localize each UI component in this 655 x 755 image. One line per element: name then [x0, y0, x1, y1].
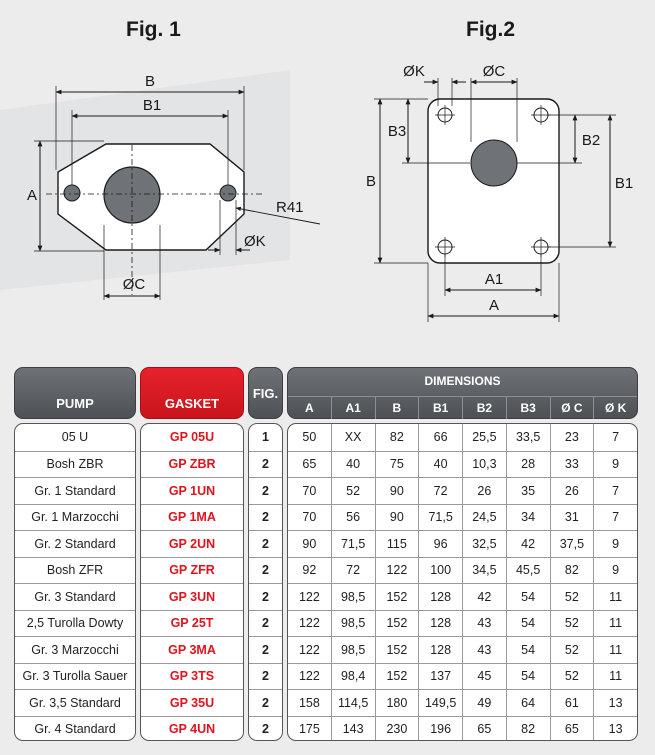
- dim-cell: 26: [550, 478, 594, 504]
- pump-cell: 05 U: [61, 430, 89, 445]
- gasket-cell: GP 2UN: [168, 536, 216, 551]
- dim-cell: 50: [302, 430, 317, 445]
- fig-cell: 2: [262, 510, 269, 525]
- fig1-bolt-hole-left: [64, 185, 80, 201]
- table-row: [288, 477, 637, 504]
- fig2-label-B3: B3: [387, 123, 407, 140]
- table-row: [288, 663, 637, 690]
- dim-cell: 40: [418, 452, 462, 478]
- dim-cell: 175: [298, 722, 320, 737]
- fig-cell: 2: [262, 483, 269, 498]
- dim-cell: 43: [462, 611, 506, 637]
- pump-cell: Gr. 3,5 Standard: [29, 695, 121, 710]
- fig2-title: Fig.2: [466, 18, 516, 41]
- fig2-label-C: ØC: [482, 63, 506, 80]
- dim-cell: 196: [418, 717, 462, 742]
- gasket-cell: GP ZFR: [169, 563, 215, 578]
- column-dimensions: [287, 423, 638, 741]
- table-row: [249, 610, 282, 637]
- dim-cell: 143: [331, 717, 375, 742]
- gasket-cell: GP 4UN: [168, 722, 216, 737]
- gasket-cell: GP 25T: [170, 616, 214, 631]
- table-row: [15, 716, 135, 742]
- pump-cell: Gr. 3 Turolla Sauer: [22, 669, 128, 684]
- table-row: [15, 689, 135, 716]
- fig2-label-B2: B2: [581, 132, 601, 149]
- header-dim-col: Ø C: [550, 397, 594, 419]
- fig1-label-K: ØK: [244, 233, 266, 250]
- fig2-label-B: B: [365, 173, 377, 190]
- table-row: [15, 451, 135, 478]
- table-row: [141, 477, 243, 504]
- dim-cell: 24,5: [462, 505, 506, 531]
- dim-cell: 158: [298, 695, 320, 710]
- dim-cell: 152: [375, 637, 419, 663]
- table-row: [141, 504, 243, 531]
- fig-cell: 2: [262, 722, 269, 737]
- table-row: [288, 689, 637, 716]
- dim-cell: 128: [418, 637, 462, 663]
- fig2-drawing: [366, 63, 633, 322]
- table-row: [249, 477, 282, 504]
- gasket-cell: GP 1UN: [168, 483, 216, 498]
- dim-cell: 45: [462, 664, 506, 690]
- dim-cell: 34,5: [462, 558, 506, 584]
- dim-cell: 98,5: [331, 611, 375, 637]
- dim-cell: 56: [331, 505, 375, 531]
- table-row: [288, 424, 637, 451]
- dim-cell: 152: [375, 584, 419, 610]
- dim-cell: 65: [462, 717, 506, 742]
- table-row: [288, 530, 637, 557]
- header-dim-col: A1: [331, 397, 375, 419]
- table-row: [288, 451, 637, 478]
- dim-cell: 54: [506, 611, 550, 637]
- dim-cell: 70: [302, 483, 317, 498]
- dim-cell: 65: [302, 457, 317, 472]
- dim-cell: 52: [331, 478, 375, 504]
- dim-cell: 52: [550, 611, 594, 637]
- dim-cell: 122: [298, 589, 320, 604]
- dim-cell: 66: [418, 424, 462, 451]
- table-row: [288, 610, 637, 637]
- dim-cell: 42: [462, 584, 506, 610]
- dim-cell: 71,5: [418, 505, 462, 531]
- dim-cell: 25,5: [462, 424, 506, 451]
- dim-cell: 115: [375, 531, 419, 557]
- dim-cell: 65: [550, 717, 594, 742]
- dim-cell: 32,5: [462, 531, 506, 557]
- gasket-cell: GP 3UN: [168, 589, 216, 604]
- column-pump: [14, 423, 136, 741]
- pump-cell: Gr. 3 Marzocchi: [31, 642, 119, 657]
- table-row: [141, 557, 243, 584]
- dim-cell: 11: [593, 664, 637, 690]
- table-row: [249, 504, 282, 531]
- dim-cell: 7: [593, 478, 637, 504]
- dim-cell: 31: [550, 505, 594, 531]
- fig1-label-B: B: [144, 73, 156, 90]
- dim-cell: 11: [593, 637, 637, 663]
- table-row: [141, 636, 243, 663]
- dim-cell: 28: [506, 452, 550, 478]
- table-row: [288, 716, 637, 742]
- gasket-cell: GP 3MA: [168, 642, 216, 657]
- header-dim-col: B3: [506, 397, 550, 419]
- dim-cell: 114,5: [331, 690, 375, 716]
- drawings-svg: [0, 0, 655, 345]
- table-row: [249, 557, 282, 584]
- dim-cell: 26: [462, 478, 506, 504]
- dim-cell: 13: [593, 717, 637, 742]
- dim-cell: 72: [331, 558, 375, 584]
- fig-cell: 2: [262, 642, 269, 657]
- table-row: [15, 610, 135, 637]
- table-row: [15, 424, 135, 451]
- dim-cell: 122: [298, 616, 320, 631]
- header-dim-col: B: [375, 397, 419, 419]
- dim-cell: 9: [593, 452, 637, 478]
- header-dimensions-title: DIMENSIONS: [424, 374, 501, 388]
- fig2-label-A: A: [488, 297, 500, 314]
- table-row: [249, 424, 282, 451]
- dim-cell: 52: [550, 637, 594, 663]
- dim-cell: 180: [375, 690, 419, 716]
- dim-cell: 122: [375, 558, 419, 584]
- dim-cell: 43: [462, 637, 506, 663]
- fig-cell: 2: [262, 695, 269, 710]
- table-row: [288, 636, 637, 663]
- dim-cell: 230: [375, 717, 419, 742]
- dim-cell: 71,5: [331, 531, 375, 557]
- dim-cell: 90: [302, 536, 317, 551]
- fig-cell: 2: [262, 589, 269, 604]
- dim-cell: 54: [506, 584, 550, 610]
- dim-cell: 61: [550, 690, 594, 716]
- dim-cell: 35: [506, 478, 550, 504]
- header-dim-col: B2: [462, 397, 506, 419]
- table-row: [141, 663, 243, 690]
- figures-area: [0, 0, 655, 345]
- dim-cell: XX: [331, 424, 375, 451]
- fig1-label-R: R41: [276, 199, 304, 216]
- dim-cell: 13: [593, 690, 637, 716]
- dim-cell: 52: [550, 584, 594, 610]
- table-row: [15, 557, 135, 584]
- header-dimensions: [287, 367, 638, 419]
- gasket-cell: GP 35U: [169, 695, 215, 710]
- table-row: [141, 610, 243, 637]
- gasket-cell: GP 1MA: [168, 510, 216, 525]
- gasket-cell: GP 3TS: [169, 669, 215, 684]
- table-row: [15, 530, 135, 557]
- dim-cell: 23: [550, 424, 594, 451]
- pump-cell: Bosh ZBR: [46, 457, 104, 472]
- fig-cell: 2: [262, 616, 269, 631]
- dim-cell: 128: [418, 584, 462, 610]
- dim-cell: 72: [418, 478, 462, 504]
- gasket-cell: GP 05U: [169, 430, 215, 445]
- table-row: [15, 477, 135, 504]
- dim-cell: 33,5: [506, 424, 550, 451]
- header-fig: FIG.: [248, 367, 283, 419]
- header-dim-columns: [288, 396, 637, 419]
- dim-cell: 122: [298, 642, 320, 657]
- table-row: [249, 716, 282, 742]
- dim-cell: 10,3: [462, 452, 506, 478]
- gasket-cell: GP ZBR: [168, 457, 216, 472]
- dim-cell: 90: [375, 505, 419, 531]
- table-row: [15, 583, 135, 610]
- pump-cell: Bosh ZFR: [46, 563, 104, 578]
- fig2-center-hole: [471, 140, 517, 186]
- table-row: [141, 424, 243, 451]
- dim-cell: 92: [302, 563, 317, 578]
- dim-cell: 64: [506, 690, 550, 716]
- fig2-label-A1: A1: [484, 271, 504, 288]
- dim-cell: 98,5: [331, 637, 375, 663]
- table-row: [141, 689, 243, 716]
- header-dim-col: A: [305, 401, 314, 415]
- table-row: [15, 663, 135, 690]
- pump-cell: Gr. 3 Standard: [34, 589, 116, 604]
- fig1-label-A: A: [26, 187, 38, 204]
- dim-cell: 90: [375, 478, 419, 504]
- fig-cell: 2: [262, 669, 269, 684]
- dim-cell: 49: [462, 690, 506, 716]
- dim-cell: 70: [302, 510, 317, 525]
- dim-cell: 9: [593, 531, 637, 557]
- dim-cell: 54: [506, 637, 550, 663]
- dim-cell: 98,4: [331, 664, 375, 690]
- table-row: [141, 451, 243, 478]
- table-row: [249, 689, 282, 716]
- header-dim-col: B1: [418, 397, 462, 419]
- dim-cell: 128: [418, 611, 462, 637]
- fig1-label-B1: B1: [142, 97, 162, 114]
- dim-cell: 37,5: [550, 531, 594, 557]
- column-gasket: [140, 423, 244, 741]
- pump-cell: 2,5 Turolla Dowty: [26, 616, 124, 631]
- dim-cell: 7: [593, 424, 637, 451]
- table-row: [288, 557, 637, 584]
- dim-cell: 98,5: [331, 584, 375, 610]
- fig-cell: 2: [262, 457, 269, 472]
- header-dim-col: Ø K: [593, 397, 637, 419]
- dim-cell: 152: [375, 611, 419, 637]
- dim-cell: 9: [593, 558, 637, 584]
- table-row: [249, 583, 282, 610]
- header-pump: PUMP: [14, 367, 136, 419]
- table-row: [249, 663, 282, 690]
- dim-cell: 137: [418, 664, 462, 690]
- fig-cell: 2: [262, 536, 269, 551]
- pump-cell: Gr. 1 Standard: [34, 483, 116, 498]
- dim-cell: 7: [593, 505, 637, 531]
- dim-cell: 100: [418, 558, 462, 584]
- table-row: [15, 636, 135, 663]
- fig1-bolt-hole-right: [220, 185, 236, 201]
- dim-cell: 45,5: [506, 558, 550, 584]
- pump-cell: Gr. 1 Marzocchi: [31, 510, 119, 525]
- dim-cell: 82: [550, 558, 594, 584]
- dim-cell: 82: [506, 717, 550, 742]
- dim-cell: 33: [550, 452, 594, 478]
- dim-cell: 52: [550, 664, 594, 690]
- table-row: [288, 583, 637, 610]
- table-row: [141, 530, 243, 557]
- pump-cell: Gr. 2 Standard: [34, 536, 116, 551]
- fig-cell: 1: [262, 430, 269, 445]
- pump-cell: Gr. 4 Standard: [34, 722, 116, 737]
- dim-cell: 75: [375, 452, 419, 478]
- table-row: [249, 530, 282, 557]
- dim-cell: 149,5: [418, 690, 462, 716]
- dim-cell: 82: [375, 424, 419, 451]
- fig1-label-C: ØC: [122, 276, 146, 293]
- table-row: [288, 504, 637, 531]
- dim-cell: 122: [298, 669, 320, 684]
- table-row: [141, 583, 243, 610]
- dim-cell: 11: [593, 611, 637, 637]
- table-row: [141, 716, 243, 742]
- table-row: [249, 636, 282, 663]
- column-fig: [248, 423, 283, 741]
- dim-cell: 42: [506, 531, 550, 557]
- dim-cell: 152: [375, 664, 419, 690]
- fig2-label-B1: B1: [614, 175, 634, 192]
- dim-cell: 96: [418, 531, 462, 557]
- dim-cell: 34: [506, 505, 550, 531]
- dim-cell: 40: [331, 452, 375, 478]
- fig1-title: Fig. 1: [126, 18, 181, 41]
- fig2-label-K: ØK: [403, 63, 425, 80]
- dim-cell: 54: [506, 664, 550, 690]
- dim-cell: 11: [593, 584, 637, 610]
- table-row: [15, 504, 135, 531]
- header-gasket: GASKET: [140, 367, 244, 419]
- fig-cell: 2: [262, 563, 269, 578]
- table-row: [249, 451, 282, 478]
